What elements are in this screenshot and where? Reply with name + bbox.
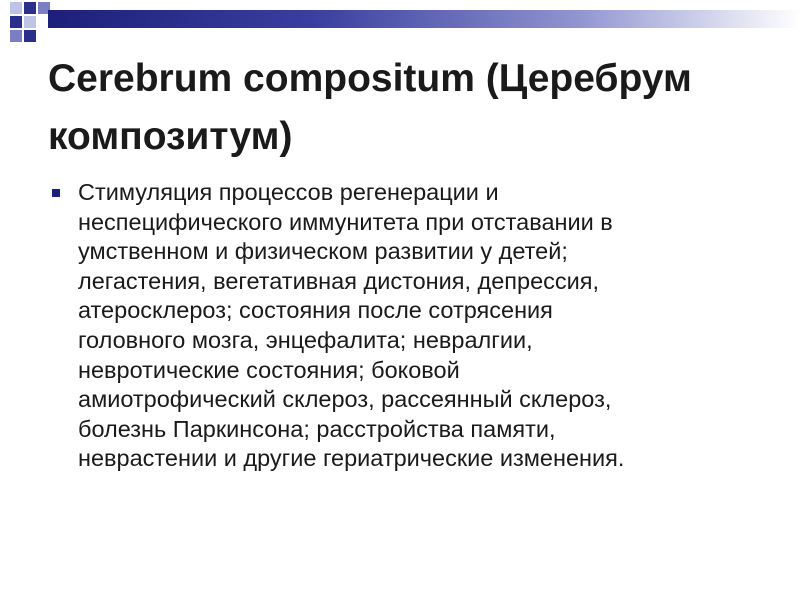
bullet-text-line: неврастении и другие гериатрические изменения. [78, 445, 625, 472]
slide-title [48, 50, 768, 166]
bullet-text-line: Стимуляция процессов регенерации и [78, 179, 499, 205]
bullet-text-line: болезнь Паркинсона; расстройства памяти, [78, 415, 556, 442]
bullet-text-line: неспецифического иммунитета при отставании в [78, 208, 613, 235]
bullet-list [52, 178, 752, 474]
bullet-text-line: легастения, вегетативная дистония, депрессия, [78, 267, 600, 294]
square-bullet-icon [52, 189, 60, 197]
bullet-text-line: амиотрофический склероз, рассеянный склероз, [78, 386, 612, 413]
bullet-text-line: умственном и физическом развитии у детей; [78, 238, 568, 265]
decor-square [24, 2, 36, 14]
decor-square [10, 2, 22, 14]
slide-title-line: композитум) [48, 115, 293, 158]
slide-title-line: Cerebrum compositum (Церебрум [48, 57, 692, 100]
decor-square [10, 16, 22, 28]
bullet-text-line: атеросклероз; состояния после сотрясения [78, 297, 553, 324]
decor-square [24, 16, 36, 28]
bullet-text-line: головного мозга, энцефалита; невралгии, [78, 326, 533, 353]
decor-square [24, 30, 36, 42]
bullet-item [52, 178, 752, 474]
header-gradient-bar [48, 10, 800, 28]
bullet-text-line: невротические состояния; боковой [78, 356, 460, 383]
bullet-text [78, 178, 752, 474]
decor-square [10, 30, 22, 42]
